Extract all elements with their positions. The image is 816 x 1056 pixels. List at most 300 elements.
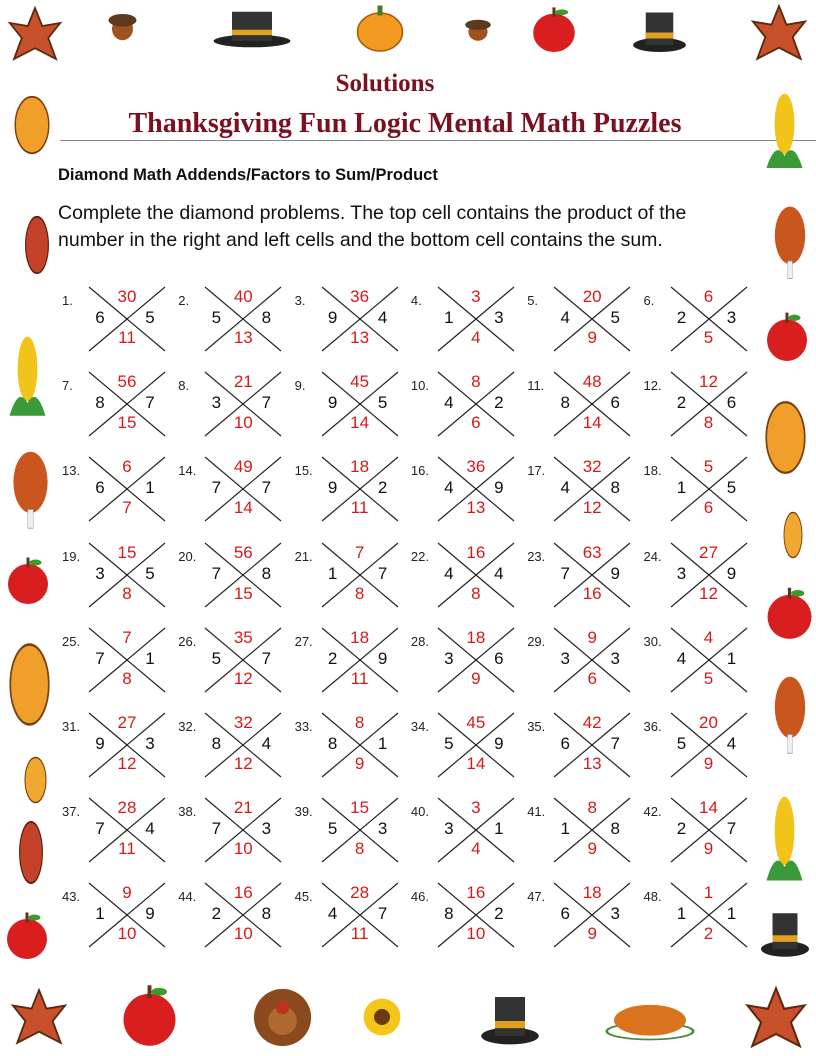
apple-icon <box>762 310 812 362</box>
right-factor: 1 <box>494 819 504 839</box>
diamond-puzzle <box>293 797 405 863</box>
left-factor: 9 <box>95 734 105 753</box>
sum-answer: 9 <box>354 754 365 773</box>
left-factor: 6 <box>95 308 105 327</box>
left-factor: 1 <box>327 563 338 583</box>
diamond-puzzle <box>525 371 637 437</box>
sum-answer: 9 <box>587 328 597 347</box>
small-leaf-icon <box>18 755 53 805</box>
left-factor: 4 <box>327 904 338 924</box>
diamond-puzzle <box>409 286 521 352</box>
diamond-puzzle <box>642 542 754 608</box>
product-answer: 16 <box>233 883 253 903</box>
product-answer: 1 <box>703 883 714 903</box>
left-factor: 4 <box>560 478 570 498</box>
maple-leaf-icon <box>742 985 810 1053</box>
sum-answer: 12 <box>233 668 253 688</box>
product-answer: 6 <box>122 457 132 477</box>
puzzle-number: 8. <box>178 378 190 394</box>
left-factor: 3 <box>444 819 454 839</box>
product-answer: 3 <box>471 287 481 306</box>
puzzle-number: 5. <box>527 293 539 308</box>
left-factor: 2 <box>676 393 687 413</box>
product-answer: 28 <box>117 798 137 818</box>
product-answer: 7 <box>122 627 132 647</box>
right-factor: 5 <box>145 563 155 583</box>
puzzle-number: 24. <box>643 548 662 564</box>
puzzle-number: 3. <box>294 293 306 308</box>
right-factor: 5 <box>377 393 388 413</box>
diamond-puzzle <box>409 371 521 437</box>
right-factor: 5 <box>726 478 737 498</box>
corn-icon <box>762 92 807 172</box>
diamond-puzzle <box>60 627 172 693</box>
puzzle-number: 27. <box>294 633 313 649</box>
diamond-puzzle <box>409 712 521 778</box>
right-factor: 3 <box>261 819 272 839</box>
sum-answer: 9 <box>703 839 714 859</box>
diamond-puzzle <box>525 627 637 693</box>
left-factor: 7 <box>211 819 222 839</box>
sum-answer: 8 <box>703 413 714 433</box>
left-factor: 9 <box>327 393 338 413</box>
product-answer: 45 <box>466 713 486 732</box>
product-answer: 45 <box>350 372 370 392</box>
diamond-puzzle <box>176 456 288 522</box>
product-answer: 40 <box>233 287 253 306</box>
leaf-icon <box>18 215 56 275</box>
sum-answer: 6 <box>471 413 481 433</box>
left-factor: 4 <box>444 478 454 498</box>
puzzle-number: 44. <box>178 889 197 905</box>
corn-icon <box>5 335 50 420</box>
diamond-puzzle <box>525 456 637 522</box>
puzzle-number: 42. <box>643 804 662 820</box>
left-factor: 3 <box>560 648 570 668</box>
puzzle-number: 22. <box>410 548 429 564</box>
left-factor: 5 <box>444 734 454 753</box>
left-factor: 1 <box>560 819 570 839</box>
drumstick-icon <box>770 675 810 760</box>
diamond-puzzle <box>525 286 637 352</box>
diamond-puzzle <box>176 882 288 948</box>
left-factor: 4 <box>444 563 454 583</box>
left-factor: 9 <box>327 478 338 498</box>
left-factor: 5 <box>211 308 222 327</box>
diamond-puzzle <box>293 286 405 352</box>
puzzle-number: 37. <box>62 804 81 820</box>
product-answer: 6 <box>703 287 714 306</box>
right-factor: 8 <box>261 308 272 327</box>
right-factor: 1 <box>726 648 737 668</box>
sum-answer: 13 <box>233 328 253 347</box>
puzzle-number: 21. <box>294 548 313 564</box>
product-answer: 63 <box>582 542 602 562</box>
right-factor: 7 <box>377 563 388 583</box>
puzzle-number: 34. <box>410 719 429 734</box>
diamond-puzzle <box>525 797 637 863</box>
product-answer: 8 <box>354 713 365 732</box>
puzzle-number: 15. <box>294 463 313 479</box>
right-factor: 7 <box>377 904 388 924</box>
product-answer: 32 <box>233 713 253 732</box>
left-factor: 5 <box>327 819 338 839</box>
left-factor: 3 <box>211 393 222 413</box>
sum-answer: 6 <box>703 498 714 518</box>
diamond-puzzle <box>642 882 754 948</box>
sum-answer: 8 <box>354 583 365 603</box>
puzzle-number: 11. <box>527 378 545 394</box>
puzzle-number: 20. <box>178 548 197 564</box>
apple-icon <box>762 585 816 640</box>
puzzle-number: 14. <box>178 463 197 479</box>
sum-answer: 16 <box>582 583 602 603</box>
product-answer: 27 <box>117 713 137 732</box>
left-factor: 8 <box>444 904 454 924</box>
left-factor: 8 <box>327 734 338 753</box>
right-factor: 4 <box>494 563 504 583</box>
sum-answer: 12 <box>699 583 718 603</box>
sum-answer: 8 <box>471 583 481 603</box>
right-factor: 8 <box>261 563 272 583</box>
sunflower-icon <box>362 997 402 1037</box>
left-factor: 8 <box>560 393 570 413</box>
sum-answer: 13 <box>350 328 370 347</box>
right-factor: 3 <box>610 648 620 668</box>
right-factor: 3 <box>145 734 155 753</box>
right-factor: 9 <box>494 734 504 753</box>
left-factor: 7 <box>211 563 222 583</box>
sum-answer: 11 <box>118 839 136 859</box>
puzzle-number: 10. <box>410 378 429 394</box>
right-factor: 2 <box>494 904 504 924</box>
sum-answer: 9 <box>703 754 714 773</box>
diamond-puzzle <box>642 627 754 693</box>
sum-answer: 13 <box>466 498 486 518</box>
pilgrim-hat-icon <box>760 905 810 960</box>
sum-answer: 10 <box>233 413 253 433</box>
left-factor: 2 <box>676 308 687 327</box>
pumpkin-icon <box>355 3 405 53</box>
pilgrim-hat-icon <box>480 988 540 1048</box>
puzzle-number: 6. <box>643 293 655 308</box>
right-factor: 6 <box>610 393 620 413</box>
right-factor: 7 <box>726 819 737 839</box>
puzzle-number: 16. <box>410 463 429 479</box>
right-factor: 9 <box>726 563 737 583</box>
sum-answer: 5 <box>703 668 714 688</box>
acorn-icon <box>462 15 494 43</box>
oak-leaf-icon <box>758 400 813 475</box>
section-subheading: Diamond Math Addends/Factors to Sum/Product <box>58 166 438 184</box>
roast-turkey-icon <box>605 990 695 1045</box>
sum-answer: 8 <box>122 583 132 603</box>
diamond-puzzle <box>642 371 754 437</box>
puzzle-number: 48. <box>643 889 662 905</box>
right-factor: 1 <box>726 904 737 924</box>
puzzle-number: 4. <box>410 293 422 308</box>
diamond-puzzle <box>293 542 405 608</box>
product-answer: 18 <box>466 627 486 647</box>
small-leaf-icon <box>778 510 808 560</box>
right-factor: 8 <box>261 904 272 924</box>
left-factor: 5 <box>211 648 222 668</box>
left-factor: 4 <box>560 308 570 327</box>
sum-answer: 14 <box>350 413 370 433</box>
product-answer: 56 <box>233 542 253 562</box>
left-factor: 2 <box>327 648 338 668</box>
diamond-puzzle <box>176 542 288 608</box>
diamond-puzzle <box>176 627 288 693</box>
diamond-puzzle <box>525 712 637 778</box>
puzzle-number: 41. <box>527 804 546 820</box>
sum-answer: 11 <box>350 498 369 518</box>
diamond-puzzle <box>525 882 637 948</box>
sum-answer: 9 <box>471 668 481 688</box>
sum-answer: 14 <box>233 498 253 518</box>
sum-answer: 6 <box>587 668 597 688</box>
left-factor: 7 <box>95 648 105 668</box>
page-title: Thanksgiving Fun Logic Mental Math Puzzles <box>128 108 682 139</box>
product-answer: 9 <box>122 883 132 903</box>
diamond-puzzle <box>176 371 288 437</box>
left-factor: 6 <box>95 478 105 498</box>
pilgrim-hat-icon <box>632 5 687 55</box>
product-answer: 20 <box>582 287 602 306</box>
maple-leaf-icon <box>748 3 810 65</box>
product-answer: 3 <box>471 798 481 818</box>
sum-answer: 14 <box>582 413 602 433</box>
right-factor: 7 <box>261 478 272 498</box>
drumstick-icon <box>8 450 53 535</box>
puzzle-number: 29. <box>527 633 546 649</box>
puzzle-number: 31. <box>62 719 81 734</box>
right-factor: 5 <box>145 308 155 327</box>
sum-answer: 10 <box>233 839 253 859</box>
diamond-puzzle <box>60 882 172 948</box>
left-factor: 5 <box>676 734 687 753</box>
diamond-puzzle <box>60 712 172 778</box>
right-factor: 8 <box>610 819 620 839</box>
product-answer: 27 <box>699 542 718 562</box>
diamond-puzzle <box>409 542 521 608</box>
puzzle-number: 12. <box>643 378 662 394</box>
left-factor: 1 <box>676 478 687 498</box>
diamond-puzzle <box>176 286 288 352</box>
left-factor: 1 <box>95 904 105 924</box>
puzzle-number: 39. <box>294 804 313 820</box>
puzzle-number: 25. <box>62 633 81 649</box>
right-factor: 3 <box>377 819 388 839</box>
product-answer: 28 <box>350 883 370 903</box>
sum-answer: 8 <box>122 668 132 688</box>
diamond-puzzle <box>642 797 754 863</box>
diamond-puzzle <box>293 371 405 437</box>
diamond-puzzle <box>642 286 754 352</box>
puzzle-number: 30. <box>643 633 662 649</box>
product-answer: 16 <box>466 883 486 903</box>
product-answer: 18 <box>350 457 370 477</box>
puzzle-number: 26. <box>178 633 197 649</box>
left-factor: 7 <box>211 478 222 498</box>
oak-leaf-icon <box>8 95 56 155</box>
diamond-puzzle <box>409 456 521 522</box>
leaf-icon <box>12 820 50 885</box>
left-factor: 6 <box>560 904 570 924</box>
right-factor: 9 <box>494 478 504 498</box>
right-factor: 7 <box>261 648 272 668</box>
right-factor: 8 <box>610 478 620 498</box>
corn-icon <box>762 795 807 885</box>
oak-leaf-icon <box>2 642 57 727</box>
puzzle-number: 2. <box>178 293 190 308</box>
product-answer: 15 <box>350 798 370 818</box>
product-answer: 7 <box>354 542 365 562</box>
left-factor: 6 <box>560 734 570 753</box>
left-factor: 2 <box>211 904 222 924</box>
puzzle-number: 13. <box>62 463 81 479</box>
diamond-puzzle <box>293 712 405 778</box>
apple-icon <box>528 5 580 53</box>
sum-answer: 13 <box>582 754 602 773</box>
apple-icon <box>2 910 52 960</box>
sum-answer: 10 <box>233 924 253 944</box>
diamond-puzzle <box>642 456 754 522</box>
product-answer: 18 <box>582 883 602 903</box>
left-factor: 8 <box>211 734 222 753</box>
diamond-puzzle <box>525 542 637 608</box>
right-factor: 4 <box>261 734 272 753</box>
diamond-puzzle <box>409 627 521 693</box>
sum-answer: 9 <box>587 924 597 944</box>
left-factor: 9 <box>327 308 338 327</box>
right-factor: 9 <box>610 563 620 583</box>
right-factor: 3 <box>726 308 737 327</box>
maple-leaf-icon <box>8 987 70 1049</box>
diamond-puzzle <box>409 882 521 948</box>
maple-leaf-icon <box>5 5 65 65</box>
puzzle-number: 7. <box>62 378 73 394</box>
left-factor: 4 <box>444 393 454 413</box>
diamond-puzzle <box>409 797 521 863</box>
right-factor: 7 <box>261 393 272 413</box>
puzzle-number: 28. <box>410 633 429 649</box>
puzzle-number: 19. <box>62 548 81 564</box>
right-factor: 7 <box>610 734 620 753</box>
pilgrim-hat-icon <box>212 5 292 50</box>
right-factor: 6 <box>726 393 737 413</box>
left-factor: 7 <box>95 819 105 839</box>
left-factor: 1 <box>676 904 687 924</box>
right-factor: 5 <box>610 308 620 327</box>
sum-answer: 2 <box>703 924 714 944</box>
sum-answer: 9 <box>587 839 597 859</box>
sum-answer: 15 <box>233 583 253 603</box>
right-factor: 1 <box>377 734 388 753</box>
sum-answer: 10 <box>117 924 137 944</box>
puzzle-number: 35. <box>527 719 546 734</box>
product-answer: 48 <box>582 372 602 392</box>
diamond-puzzle <box>60 286 172 352</box>
product-answer: 16 <box>466 542 486 562</box>
acorn-icon <box>105 8 140 43</box>
sum-answer: 14 <box>466 754 486 773</box>
right-factor: 9 <box>145 904 155 924</box>
right-factor: 9 <box>377 648 388 668</box>
right-factor: 1 <box>145 478 155 498</box>
right-factor: 2 <box>377 478 388 498</box>
puzzle-number: 18. <box>643 463 662 479</box>
diamond-puzzle <box>642 712 754 778</box>
diamond-puzzle <box>60 542 172 608</box>
sum-answer: 11 <box>118 328 136 347</box>
puzzle-number: 43. <box>62 889 81 905</box>
drumstick-icon <box>770 205 810 285</box>
product-answer: 30 <box>117 287 137 306</box>
right-factor: 2 <box>494 393 504 413</box>
product-answer: 8 <box>587 798 597 818</box>
left-factor: 8 <box>95 393 105 413</box>
product-answer: 18 <box>350 627 370 647</box>
puzzle-number: 38. <box>178 804 197 820</box>
left-factor: 3 <box>676 563 687 583</box>
right-factor: 3 <box>610 904 620 924</box>
sum-answer: 11 <box>350 924 369 944</box>
product-answer: 49 <box>233 457 253 477</box>
solutions-heading: Solutions <box>335 70 435 97</box>
left-factor: 1 <box>444 308 454 327</box>
left-factor: 2 <box>676 819 687 839</box>
diamond-puzzle <box>293 627 405 693</box>
right-factor: 3 <box>494 308 504 327</box>
sum-answer: 10 <box>466 924 486 944</box>
product-answer: 4 <box>703 627 714 647</box>
left-factor: 4 <box>676 648 687 668</box>
puzzle-number: 32. <box>178 719 197 734</box>
product-answer: 35 <box>233 627 253 647</box>
product-answer: 20 <box>699 713 718 732</box>
diamond-puzzle <box>293 882 405 948</box>
left-factor: 3 <box>444 648 454 668</box>
product-answer: 8 <box>471 372 481 392</box>
product-answer: 56 <box>117 372 137 392</box>
product-answer: 5 <box>703 457 714 477</box>
puzzle-number: 45. <box>294 889 313 905</box>
left-factor: 3 <box>95 563 105 583</box>
diamond-puzzle <box>176 712 288 778</box>
title-divider <box>60 140 816 141</box>
puzzle-number: 47. <box>527 889 546 905</box>
product-answer: 14 <box>699 798 718 818</box>
sum-answer: 8 <box>354 839 365 859</box>
right-factor: 7 <box>145 393 155 413</box>
diamond-puzzle <box>176 797 288 863</box>
sum-answer: 12 <box>582 498 602 518</box>
right-factor: 4 <box>726 734 737 753</box>
product-answer: 9 <box>587 627 597 647</box>
product-answer: 32 <box>582 457 602 477</box>
left-factor: 7 <box>560 563 570 583</box>
sum-answer: 7 <box>122 498 132 518</box>
product-answer: 21 <box>233 372 253 392</box>
sum-answer: 12 <box>233 754 253 773</box>
puzzle-number: 9. <box>294 378 306 394</box>
right-factor: 1 <box>145 648 155 668</box>
puzzle-number: 33. <box>294 719 313 734</box>
diamond-puzzle <box>293 456 405 522</box>
diamond-puzzle <box>60 797 172 863</box>
diamond-puzzle <box>60 371 172 437</box>
